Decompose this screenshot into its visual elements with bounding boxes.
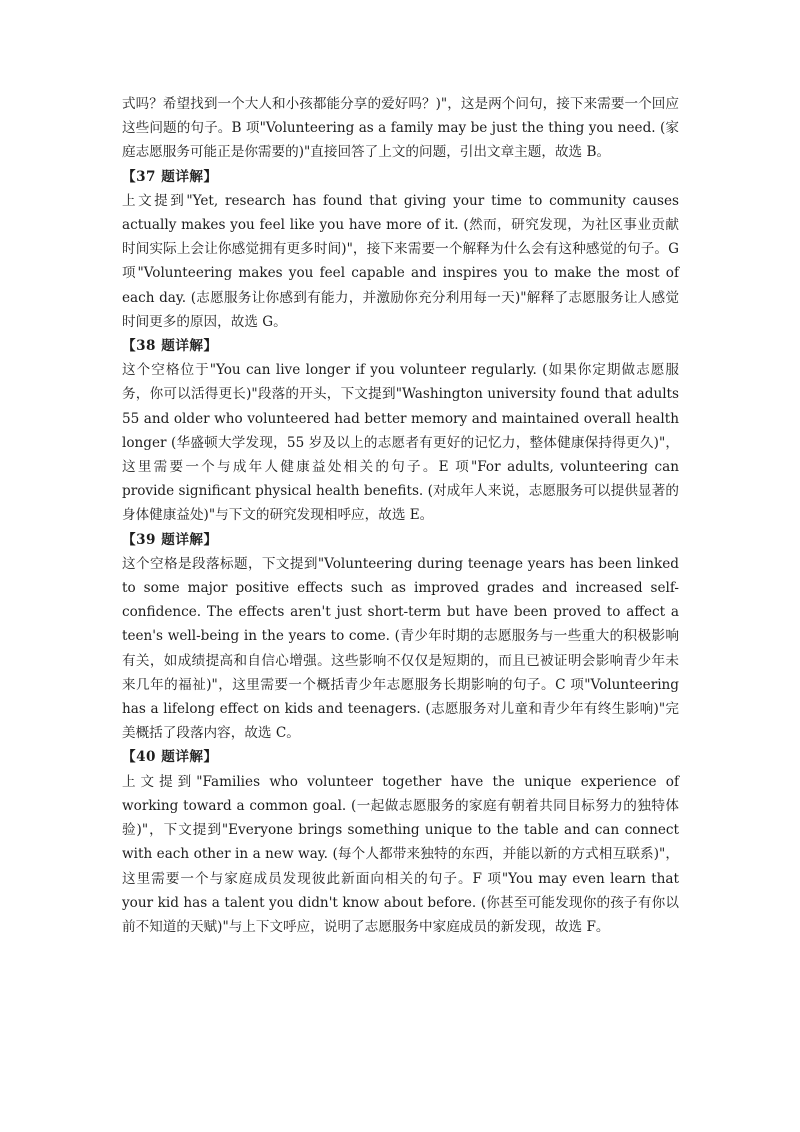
question-39-heading: 【39 题详解】 [122, 531, 218, 548]
question-38-explanation: 这个空格位于"You can live longer if you volunteer regularly. (如果你定期做志愿服务，你可以活得更长)"段落的开头，下文提到"Washington university found that adults 55 and older who volunteered had better memory and maintained overall health longer (华盛顿大学发现，55 岁及以上的志愿者有更好的记忆力，整体健康保持得更久)"，这里需要一个与成年人健康益处相关的句子。E 项"For adults, volunteering can provide significant physical health benefits. (对成年人来说，志愿服务可以提供显著的身体健康益处)"与下文的研究发现相呼应，故选 E。 [122, 362, 679, 524]
explanation-document [122, 92, 679, 939]
question-40-explanation: 上文提到"Families who volunteer together have the unique experience of working toward a common goal. (一起做志愿服务的家庭有朝着共同目标努力的独特体验)"，下文提到"Everyone brings something unique to the table and can connect with each other in a new way. (每个人都带来独特的东西，并能以新的方式相互联系)"，这里需要一个与家庭成员发现彼此新面向相关的句子。F 项"You may even learn that your kid has a talent you didn't know about before. (你甚至可能发现你的孩子有你以前不知道的天赋)"与上下文呼应，说明了志愿服务中家庭成员的新发现，故选 F。 [122, 773, 679, 935]
question-39-explanation: 这个空格是段落标题，下文提到"Volunteering during teenage years has been linked to some major positive effects such as improved grades and increased self-confidence. The effects aren't just short-term but have been proved to affect a teen's well-being in the years to come. (青少年时期的志愿服务与一些重大的积极影响有关，如成绩提高和自信心增强。这些影响不仅仅是短期的，而且已被证明会影响青少年未来几年的福祉)"，这里需要一个概括青少年志愿服务长期影响的句子。C 项"Volunteering has a lifelong effect on kids and teenagers. (志愿服务对儿童和青少年有终生影响)"完美概括了段落内容，故选 C。 [122, 555, 679, 742]
question-37-explanation: 上文提到"Yet, research has found that giving your time to community causes actually makes you feel like you have more of it. (然而，研究发现，为社区事业贡献时间实际上会让你感觉拥有更多时间)"，接下来需要一个解释为什么会有这种感觉的句子。G 项"Volunteering makes you feel capable and inspires you to make the most of each day. (志愿服务让你感到有能力，并激励你充分利用每一天)"解释了志愿服务让人感觉时间更多的原因，故选 G。 [122, 192, 679, 330]
question-38-heading: 【38 题详解】 [122, 338, 218, 355]
intro-paragraph: 式吗？希望找到一个大人和小孩都能分享的爱好吗？)"，这是两个问句，接下来需要一个回应这些问题的句子。B 项"Volunteering as a family may be just the thing you need. (家庭志愿服务可能正是你需要的)"直接回答了上文的问题，引出文章主题，故选 B。 [122, 96, 679, 161]
question-40-heading: 【40 题详解】 [122, 749, 218, 766]
question-37-heading: 【37 题详解】 [122, 168, 218, 185]
